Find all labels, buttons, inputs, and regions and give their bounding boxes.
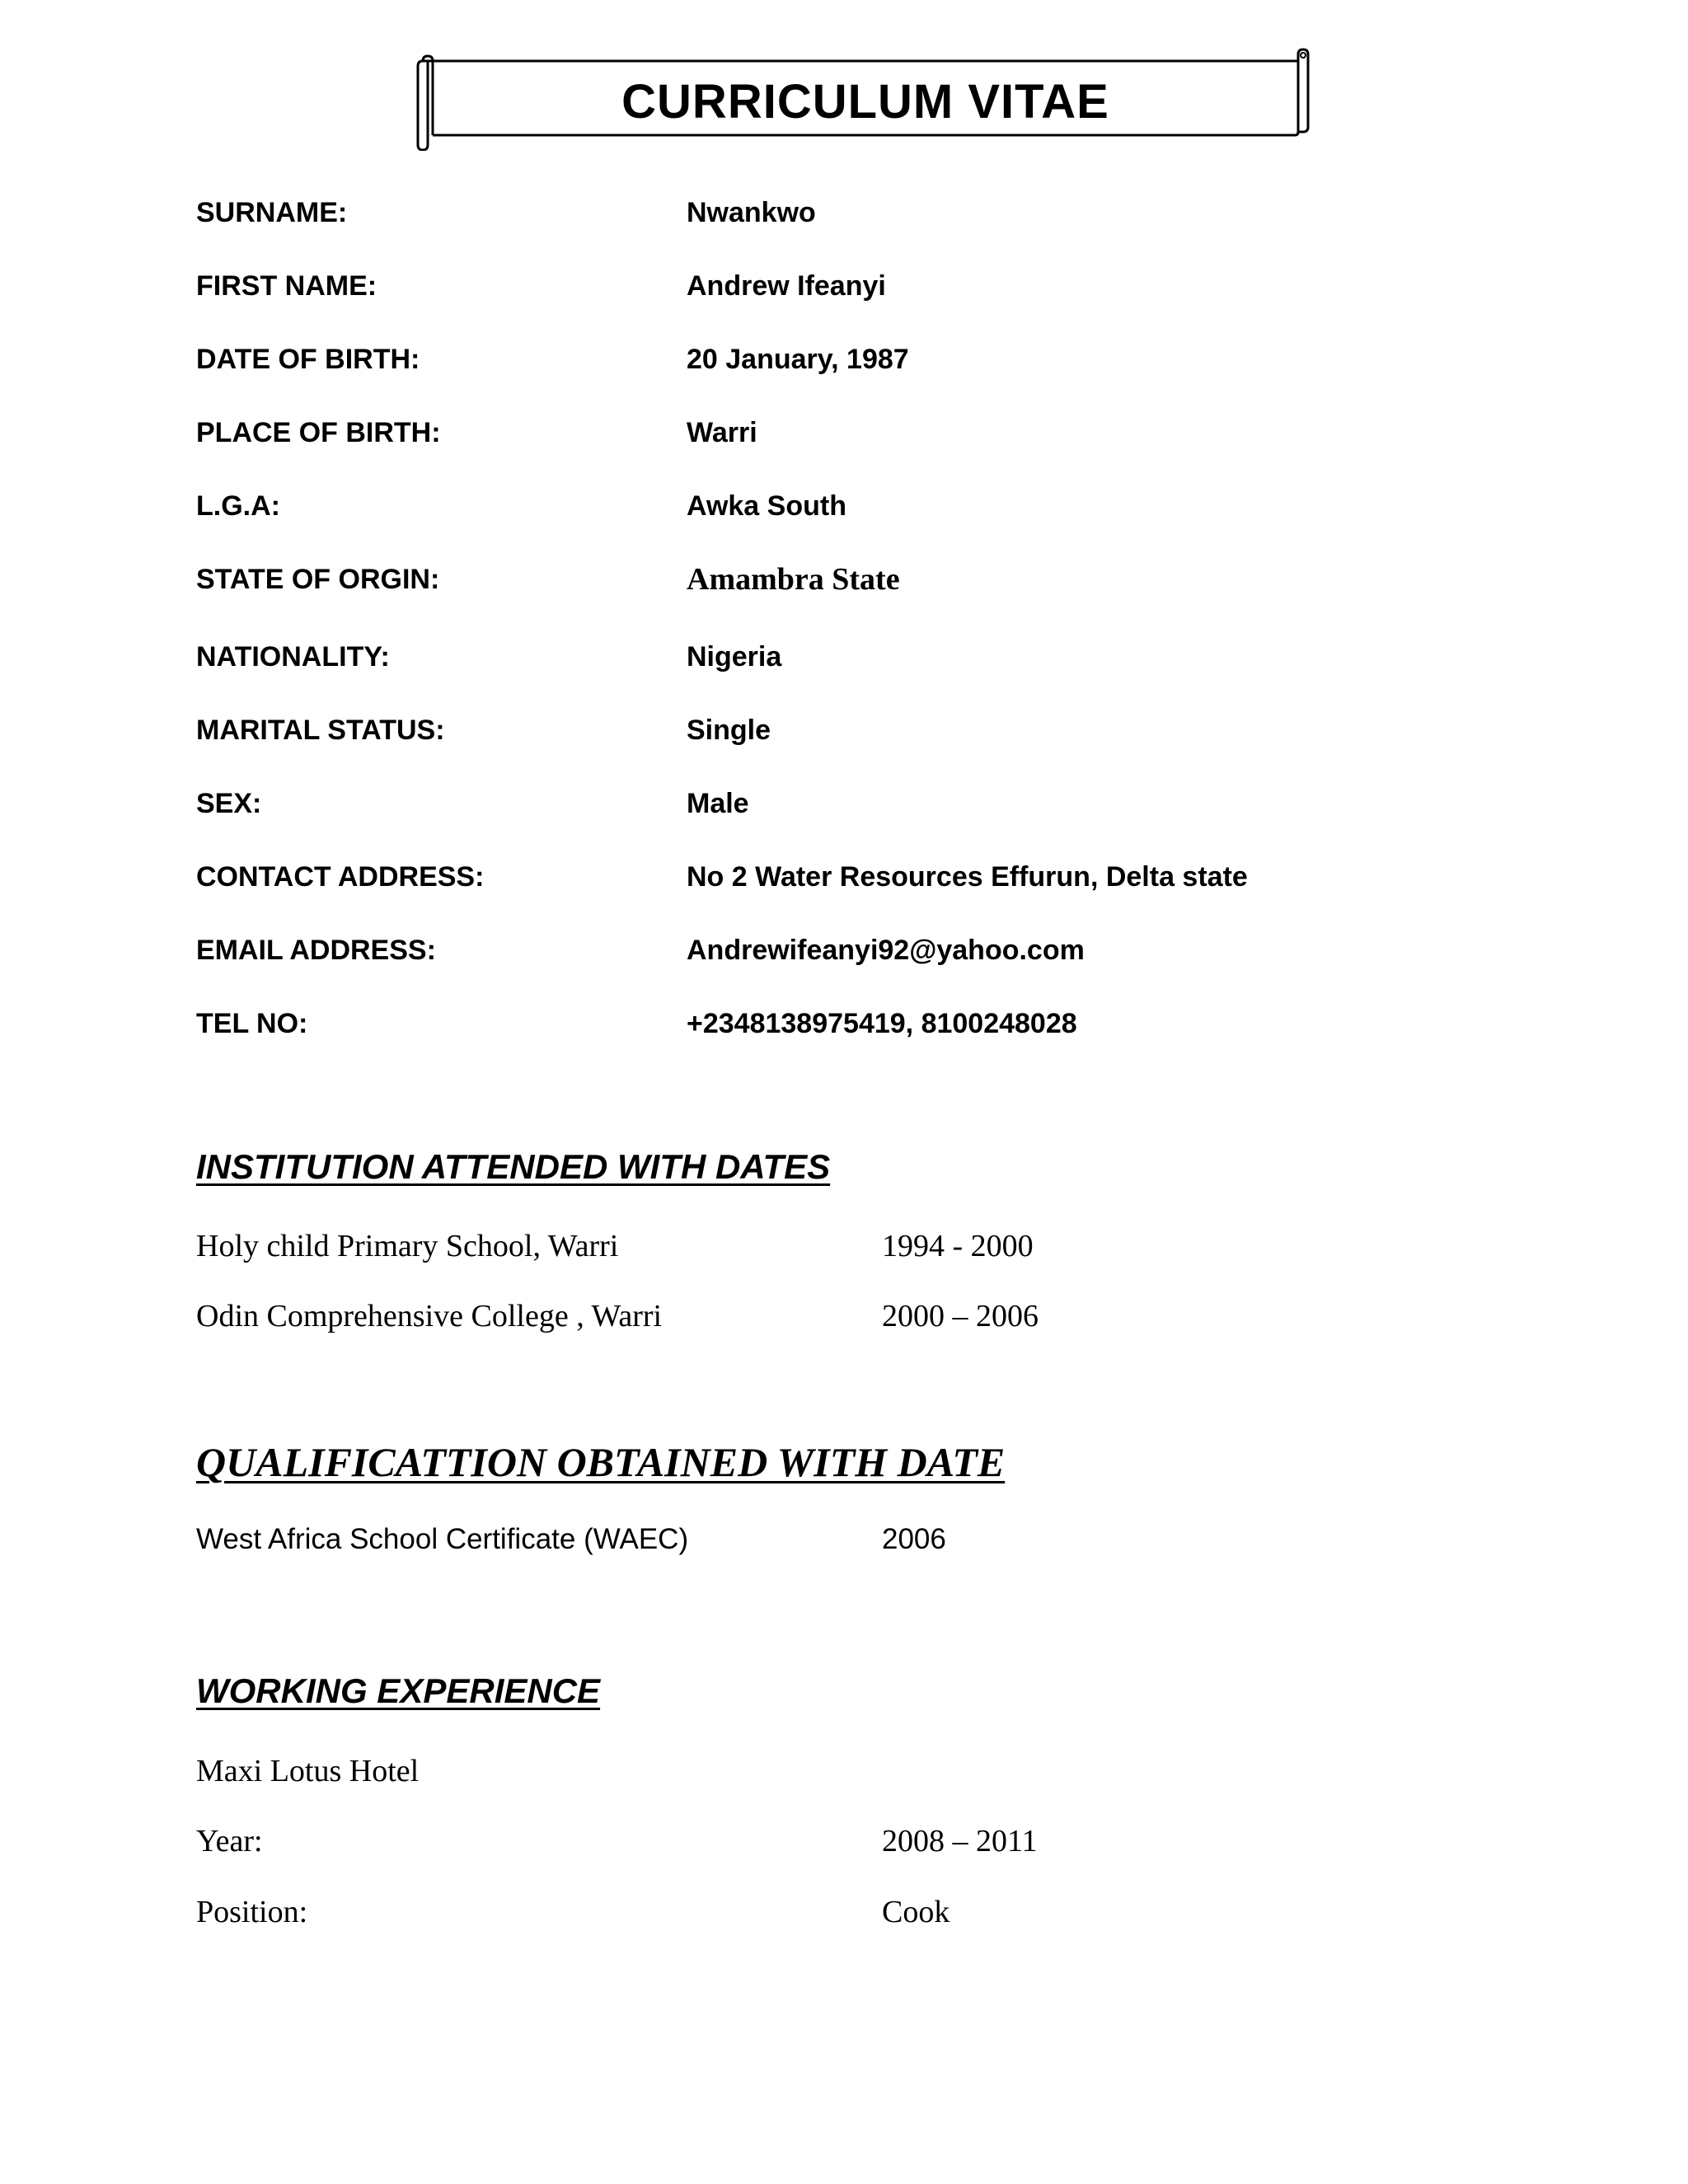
institution-name: Odin Comprehensive College , Warri xyxy=(196,1299,663,1333)
info-value: Amambra State xyxy=(687,562,900,597)
info-value: Nigeria xyxy=(687,641,782,673)
info-label: SEX: xyxy=(196,788,262,819)
info-value: Male xyxy=(687,788,749,819)
info-label: DATE OF BIRTH: xyxy=(196,344,420,375)
info-row-date-of-birth xyxy=(196,339,1515,380)
info-value: 20 January, 1987 xyxy=(687,344,909,375)
experience-employer-row xyxy=(196,1750,1515,1793)
info-label: L.G.A: xyxy=(196,490,280,522)
info-value: Awka South xyxy=(687,490,846,522)
year-value: 2008 – 2011 xyxy=(882,1824,1038,1858)
institution-dates: 2000 – 2006 xyxy=(882,1299,1039,1333)
info-value: Single xyxy=(687,715,771,746)
info-label: TEL NO: xyxy=(196,1008,308,1039)
info-label: PLACE OF BIRTH: xyxy=(196,417,441,448)
qualifications-heading: QUALIFICATTION OBTAINED WITH DATE xyxy=(196,1439,1006,1485)
info-row-place-of-birth xyxy=(196,412,1515,453)
document-title: CURRICULUM VITAE xyxy=(621,75,1109,129)
info-value: Andrew Ifeanyi xyxy=(687,270,886,302)
position-value: Cook xyxy=(882,1895,950,1929)
info-row-sex xyxy=(196,783,1515,824)
info-row-tel-no xyxy=(196,1003,1515,1044)
info-row-surname xyxy=(196,192,1515,233)
year-label: Year: xyxy=(196,1824,263,1858)
info-label: FIRST NAME: xyxy=(196,270,377,302)
info-row-marital-status xyxy=(196,710,1515,751)
info-row-nationality xyxy=(196,636,1515,677)
info-value: Nwankwo xyxy=(687,197,816,228)
institution-name: Holy child Primary School, Warri xyxy=(196,1229,619,1263)
info-row-email-address xyxy=(196,930,1515,971)
info-label: MARITAL STATUS: xyxy=(196,715,445,746)
info-row-contact-address xyxy=(196,856,1515,898)
experience-position-row xyxy=(196,1891,1515,1933)
qualification-date: 2006 xyxy=(882,1523,946,1555)
info-value: +2348138975419, 8100248028 xyxy=(687,1008,1077,1039)
institutions-heading: INSTITUTION ATTENDED WITH DATES xyxy=(196,1147,831,1186)
employer-name: Maxi Lotus Hotel xyxy=(196,1754,420,1788)
info-label: EMAIL ADDRESS: xyxy=(196,935,436,966)
qualification-row xyxy=(196,1518,1515,1561)
info-value: Warri xyxy=(687,417,757,448)
info-row-lga xyxy=(196,485,1515,527)
info-row-state-of-origin xyxy=(196,559,1515,600)
info-row-first-name xyxy=(196,265,1515,307)
info-label: SURNAME: xyxy=(196,197,348,228)
info-value: Andrewifeanyi92@yahoo.com xyxy=(687,935,1085,966)
info-label: NATIONALITY: xyxy=(196,641,390,673)
title-banner xyxy=(416,48,1315,151)
info-label: CONTACT ADDRESS: xyxy=(196,861,485,893)
experience-year-row xyxy=(196,1820,1515,1863)
institution-row xyxy=(196,1295,1515,1338)
qualification-name: West Africa School Certificate (WAEC) xyxy=(196,1523,689,1555)
institution-row xyxy=(196,1225,1515,1268)
institution-dates: 1994 - 2000 xyxy=(882,1229,1034,1263)
position-label: Position: xyxy=(196,1895,308,1929)
info-value: No 2 Water Resources Effurun, Delta state xyxy=(687,861,1248,893)
experience-heading: WORKING EXPERIENCE xyxy=(196,1671,601,1710)
info-label: STATE OF ORGIN: xyxy=(196,564,440,595)
